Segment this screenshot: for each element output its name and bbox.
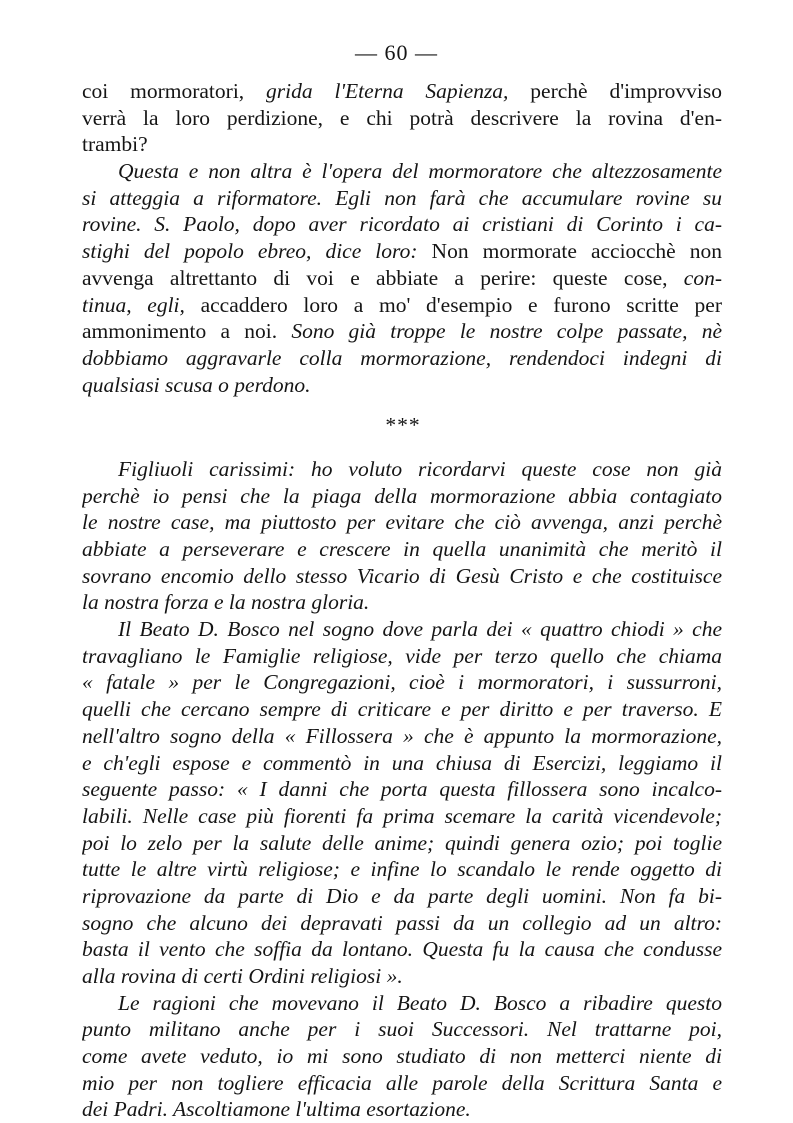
italic-text: la nostra forza e la nostra gloria. [82, 590, 370, 615]
text-line [82, 936, 722, 963]
italic-text: come avete veduto, io mi sono studiato di non metterci niente di [82, 1044, 722, 1069]
text-line [82, 563, 722, 590]
italic-text: Sono già troppe le nostre colpe passate, nè [291, 319, 722, 344]
italic-text: sogno che alcuno dei depravati passi da un collegio ad un altro: [82, 910, 722, 935]
text-line [82, 131, 722, 158]
text-line [82, 830, 722, 857]
roman-text: avvenga altrettanto di voi e abbiate a perire: queste cose, [82, 265, 684, 290]
text-line [82, 185, 722, 212]
italic-text: dei Padri. Ascoltiamone l'ultima esortazione. [82, 1097, 471, 1122]
text-line [82, 509, 722, 536]
text-line [82, 456, 722, 483]
text-line [82, 292, 722, 319]
text-line [82, 696, 722, 723]
text-line [82, 105, 722, 132]
text-line [82, 1043, 722, 1070]
italic-text: Figliuoli carissimi: ho voluto ricordarvi queste cose non già [118, 456, 722, 481]
roman-text: perchè d'improvviso [508, 79, 722, 103]
section-separator: *** [384, 413, 420, 438]
italic-text: mio per non togliere efficacia alle parole della Scrittura Santa e [82, 1070, 722, 1095]
italic-text: abbiate a perseverare e crescere in quella unanimità che meritò il [82, 537, 722, 561]
page-number: — 60 — [355, 40, 438, 65]
italic-text: sovrano encomio dello stesso Vicario di Gesù Cristo e che costituisce [82, 563, 722, 588]
italic-text: con- [683, 265, 722, 290]
italic-text: « fatale » per le Congregazioni, cioè i mormoratori, i sussurroni, [82, 670, 722, 695]
text-line [82, 1070, 722, 1097]
italic-text: Questa e non altra è l'opera del mormoratore che altezzosamente [118, 159, 722, 184]
text-line [82, 910, 722, 937]
text-line [82, 211, 722, 238]
italic-text: e ch'egli espose e commentò in una chiusa di Esercizi, leggiamo il [82, 750, 722, 775]
italic-text: rovine. S. Paolo, dopo aver ricordato ai cristiani di Corinto i ca- [82, 212, 722, 237]
text-line [82, 723, 722, 750]
text-line [82, 776, 722, 803]
italic-text: Le ragioni che movevano il Beato D. Bosco a ribadire questo [118, 990, 722, 1015]
italic-text: punto militano anche per i suoi Successori. Nel trattarne poi, [82, 1017, 722, 1042]
text-line [82, 669, 722, 696]
text-line [82, 803, 722, 830]
text-line [82, 883, 722, 910]
italic-text: le nostre case, ma piuttosto per evitare che ciò avvenga, anzi perchè [82, 510, 722, 535]
roman-text: verrà la loro perdizione, e chi potrà descrivere la rovina d'en- [82, 105, 722, 130]
italic-text: qualsiasi scusa o perdono. [82, 372, 311, 397]
italic-text: seguente passo: « I danni che porta questa fillossera sono incalco- [82, 777, 722, 802]
text-line [82, 750, 722, 777]
text-line [82, 372, 722, 399]
italic-text: travagliano le Famiglie religiose, vide per terzo quello che chiama [82, 643, 722, 668]
italic-text: nell'altro sogno della « Fillossera » che è appunto la mormorazione, [82, 723, 722, 748]
italic-text: si atteggia a riformatore. Egli non farà che accumulare rovine su [82, 185, 722, 210]
roman-text: accaddero loro a mo' d'esempio e furono scritte per [184, 292, 722, 317]
text-line [82, 643, 722, 670]
italic-text: perchè io pensi che la piaga della mormorazione abbia contagiato [82, 483, 722, 508]
text-line [82, 990, 722, 1017]
text-line [82, 536, 722, 563]
roman-text: Non mormorate acciocchè non [417, 239, 722, 264]
italic-text: poi lo zelo per la salute delle anime; quindi genera ozio; poi toglie [82, 830, 722, 855]
italic-text: riprovazione da parte di Dio e da parte degli uomini. Non fa bi- [82, 883, 722, 908]
italic-text: tutte le altre virtù religiose; e infine lo scandalo le rende oggetto di [82, 857, 722, 882]
text-line [82, 78, 722, 105]
body-text [82, 78, 722, 1123]
text-line [82, 158, 722, 185]
italic-text: alla rovina di certi Ordini religiosi ». [82, 964, 403, 988]
text-line [82, 265, 722, 292]
text-line [82, 616, 722, 643]
text-line [82, 318, 722, 345]
text-line [82, 483, 722, 510]
italic-text: quelli che cercano sempre di criticare e per diritto e per traverso. E [82, 697, 722, 722]
text-line [82, 589, 722, 616]
italic-text: Il Beato D. Bosco nel sogno dove parla dei « quattro chiodi » che [118, 617, 722, 642]
italic-text: dobbiamo aggravarle colla mormorazione, rendendoci indegni di [82, 345, 722, 370]
italic-text: grida l'Eterna Sapienza, [266, 79, 509, 103]
italic-text: labili. Nelle case più fiorenti fa prima scemare la carità vicendevole; [82, 803, 722, 828]
italic-text: tinua, egli, [82, 292, 185, 317]
text-line [82, 963, 722, 990]
italic-text: basta il vento che soffia da lontano. Questa fu la causa che condusse [82, 937, 722, 962]
roman-text: ammonimento a noi. [82, 319, 292, 344]
roman-text: trambi? [82, 132, 148, 157]
text-line [82, 345, 722, 372]
text-line [82, 238, 722, 265]
text-line [82, 1016, 722, 1043]
text-line [82, 1096, 722, 1123]
roman-text: coi mormoratori, [82, 79, 267, 103]
italic-text: stighi del popolo ebreo, dice loro: [82, 239, 418, 264]
text-line [82, 856, 722, 883]
